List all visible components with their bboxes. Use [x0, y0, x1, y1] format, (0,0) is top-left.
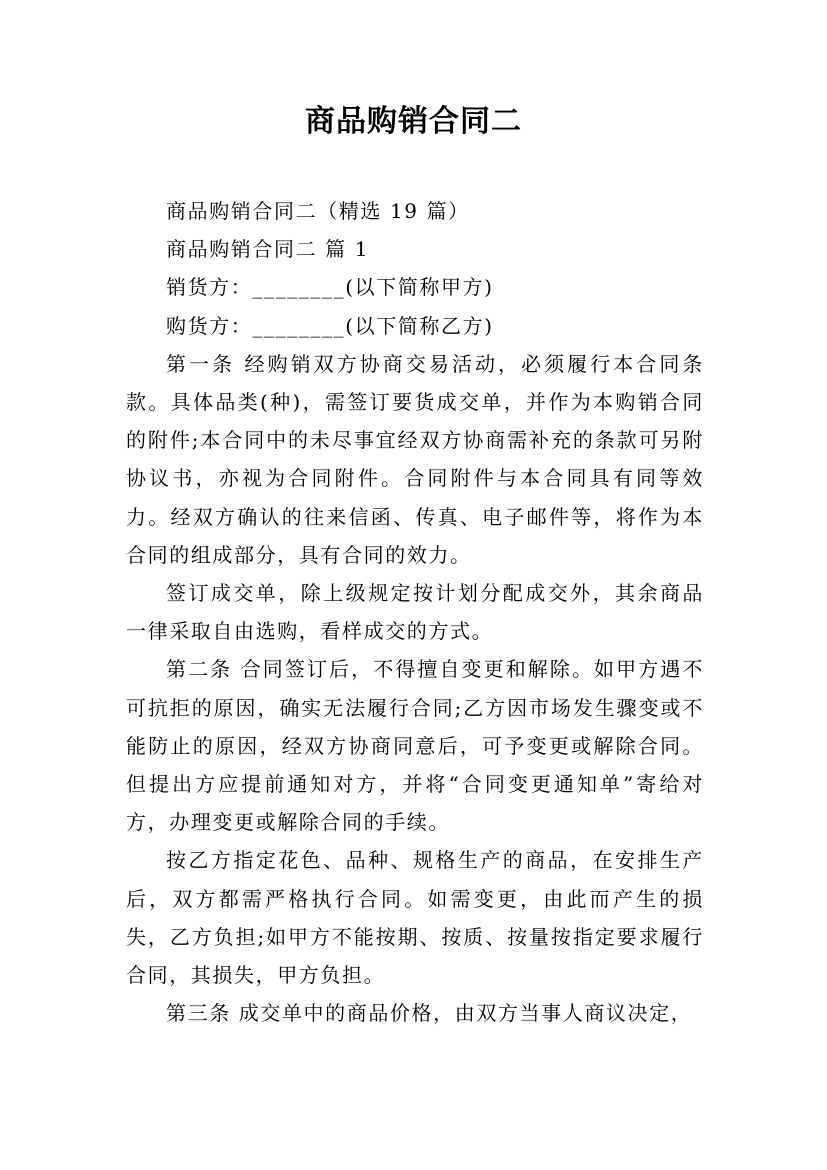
- paragraph-section-heading: 商品购销合同二 篇 1: [166, 237, 370, 262]
- paragraph-article-2: 第二条 合同签订后，不得擅自变更和解除。如甲方遇不可抗拒的原因，确实无法履行合同;乙方因市场发生骤变或不能防止的原因，经双方协商同意后，可予变更或解除合同。但提出方应提前通知对方，并将“合同变更通知单”寄给对方，办理变更或解除合同的手续。: [126, 657, 704, 835]
- document-body: [126, 192, 704, 1032]
- paragraph-article-1: 第一条 经购销双方协商交易活动，必须履行本合同条款。具体品类(种)，需签订要货成交单，并作为本购销合同的附件;本合同中的未尽事宜经双方协商需补充的条款可另附协议书，亦视为合同附件。合同附件与本合同具有同等效力。经双方确认的往来信函、传真、电子邮件等，将作为本合同的组成部分，具有合同的效力。: [126, 351, 704, 567]
- paragraph-seller: 销货方：________(以下简称甲方): [166, 275, 494, 300]
- paragraph-production-note: 按乙方指定花色、品种、规格生产的商品，在安排生产后，双方都需严格执行合同。如需变更，由此而产生的损失，乙方负担;如甲方不能按期、按质、按量按指定要求履行合同，其损失，甲方负担。: [126, 848, 704, 988]
- paragraph-article-3: 第三条 成交单中的商品价格，由双方当事人商议决定，: [166, 1001, 693, 1026]
- paragraph-transaction-note: 签订成交单，除上级规定按计划分配成交外，其余商品一律采取自由选购，看样成交的方式。: [126, 581, 704, 644]
- paragraph-buyer: 购货方：________(以下简称乙方): [166, 313, 494, 338]
- document-title: 商品购销合同二: [305, 104, 522, 139]
- paragraph-subtitle: 商品购销合同二（精选 19 篇）: [166, 199, 470, 223]
